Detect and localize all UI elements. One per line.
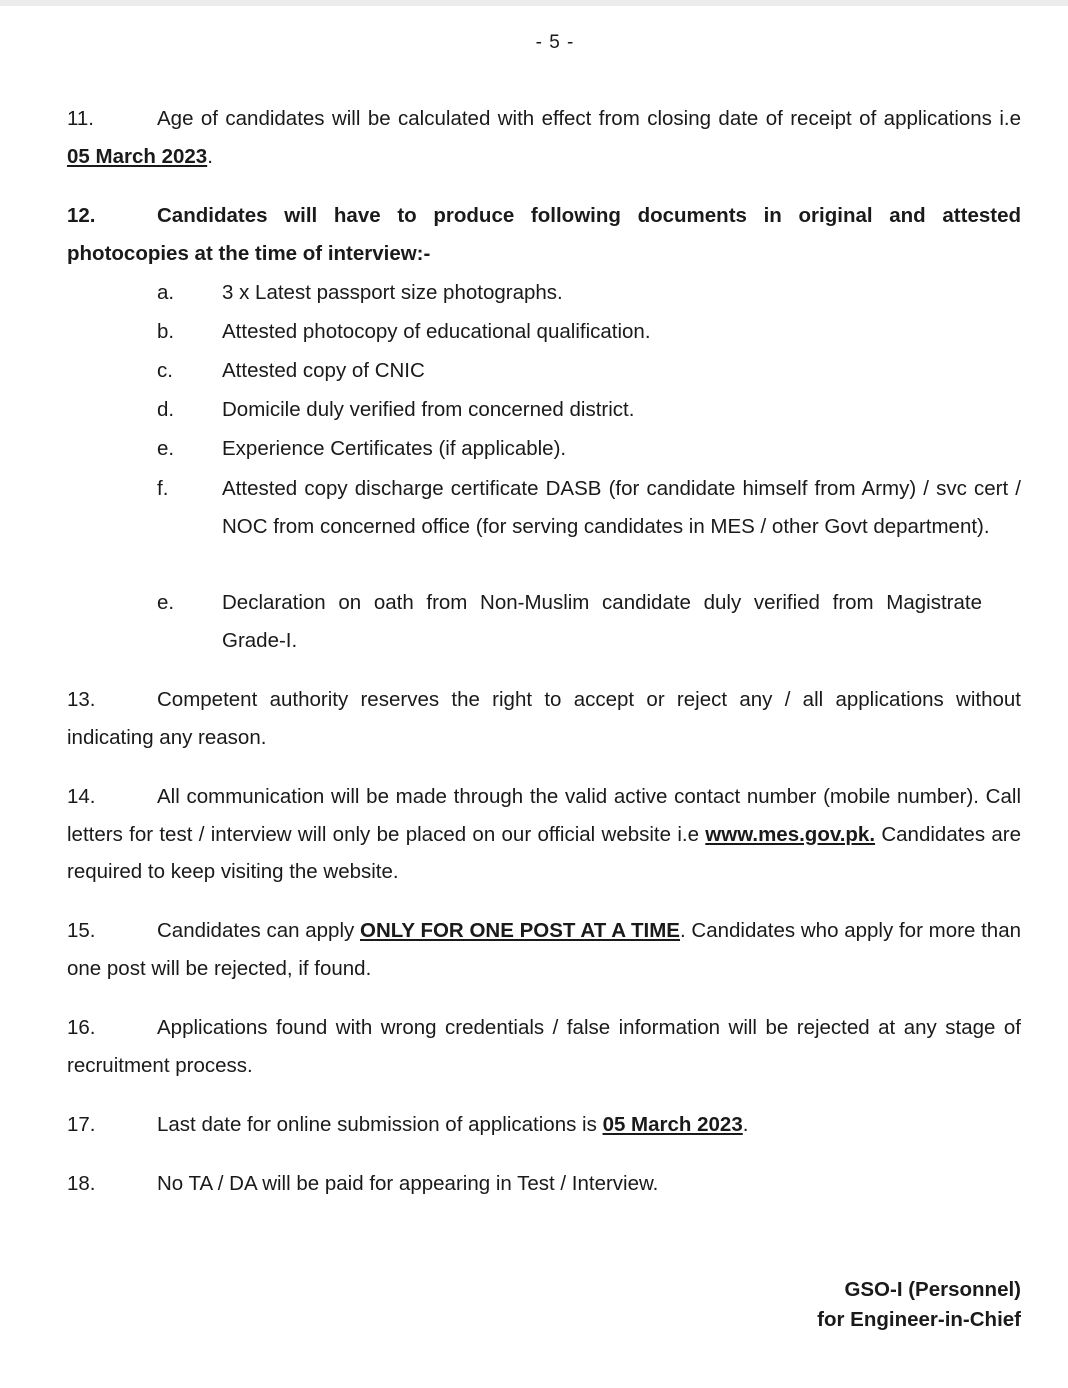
- paragraph-text-end: .: [207, 144, 213, 168]
- paragraph-text-end: . Candidates who apply for more than one post will be rejected, if found.: [67, 919, 1022, 980]
- paragraph-12: [67, 197, 1021, 272]
- paragraph-text: No TA / DA will be paid for appearing in Test / Interview.: [157, 1172, 659, 1195]
- paragraph-11: [67, 100, 1021, 175]
- paragraph-text: Last date for online submission of applications is: [157, 1113, 603, 1136]
- paragraph-text: Candidates can apply: [157, 919, 361, 942]
- list-item: [157, 430, 1021, 468]
- list-letter: b.: [157, 320, 175, 343]
- list-letter: a.: [157, 281, 175, 304]
- list-text: 3 x Latest passport size photographs.: [222, 281, 563, 304]
- list-text: Attested photocopy of educational qualification.: [222, 320, 651, 343]
- list-letter: f.: [157, 477, 169, 500]
- paragraph-number: 11.: [67, 107, 94, 130]
- paragraph-text: All communication will be made through the valid active contact number (mobile number). Call letters for test / interview will only be placed on our official website i.e: [67, 785, 1021, 846]
- list-letter: e.: [157, 437, 175, 460]
- top-border: [0, 0, 1068, 6]
- paragraph-number: 17.: [67, 1113, 96, 1136]
- paragraph-text-end: Candidates are required to keep visiting the website.: [67, 822, 1022, 883]
- paragraph-18: [67, 1165, 1021, 1203]
- one-post-emphasis: ONLY FOR ONE POST AT A TIME: [360, 919, 680, 942]
- paragraph-15: [67, 912, 1021, 987]
- paragraph-number: 16.: [67, 1016, 96, 1039]
- list-item: [157, 274, 1021, 312]
- list-letter: c.: [157, 359, 173, 382]
- signature-block: [817, 1275, 1021, 1335]
- list-letter: e.: [157, 591, 175, 614]
- list-text: Attested copy discharge certificate DASB (for candidate himself from Army) / svc cert / NOC from concerned office (for serving candidates in MES / other Govt department).: [222, 477, 1021, 538]
- paragraph-text-end: .: [742, 1113, 749, 1136]
- paragraph-text: Age of candidates will be calculated with effect from closing date of receipt of applications i.e: [157, 107, 1021, 130]
- list-text: Domicile duly verified from concerned district.: [222, 398, 635, 421]
- paragraph-14: [67, 778, 1021, 891]
- list-item: [157, 352, 1021, 390]
- signature-subtitle: for Engineer-in-Chief: [817, 1308, 1021, 1331]
- paragraph-17: [67, 1106, 1021, 1144]
- paragraph-number: 12.: [67, 204, 96, 227]
- paragraph-heading: Candidates will have to produce following documents in original and attested photocopies at the time of interview:-: [67, 204, 1021, 265]
- list-item: [157, 313, 1021, 351]
- list-text: Attested copy of CNIC: [222, 359, 425, 382]
- list-text: Experience Certificates (if applicable).: [222, 437, 567, 460]
- list-letter: d.: [157, 398, 175, 421]
- signature-title: GSO-I (Personnel): [844, 1278, 1021, 1301]
- closing-date: 05 March 2023: [67, 144, 208, 168]
- last-date: 05 March 2023: [602, 1113, 743, 1136]
- page-number: - 5 -: [535, 32, 575, 53]
- website-link[interactable]: www.mes.gov.pk.: [705, 822, 876, 846]
- paragraph-text: Applications found with wrong credentials / false information will be rejected at any stage of recruitment process.: [67, 1016, 1021, 1077]
- list-item: [157, 391, 1021, 429]
- paragraph-13: [67, 681, 1021, 756]
- list-item: [157, 584, 1021, 659]
- paragraph-number: 18.: [67, 1172, 96, 1195]
- paragraph-number: 13.: [67, 688, 96, 711]
- paragraph-number: 15.: [67, 919, 96, 942]
- list-text: Declaration on oath from Non-Muslim candidate duly verified from Magistrate Grade-I.: [222, 591, 982, 652]
- paragraph-number: 14.: [67, 785, 96, 808]
- paragraph-16: [67, 1009, 1021, 1084]
- paragraph-text: Competent authority reserves the right to accept or reject any / all applications without indicating any reason.: [67, 688, 1021, 749]
- list-item: [157, 470, 1021, 545]
